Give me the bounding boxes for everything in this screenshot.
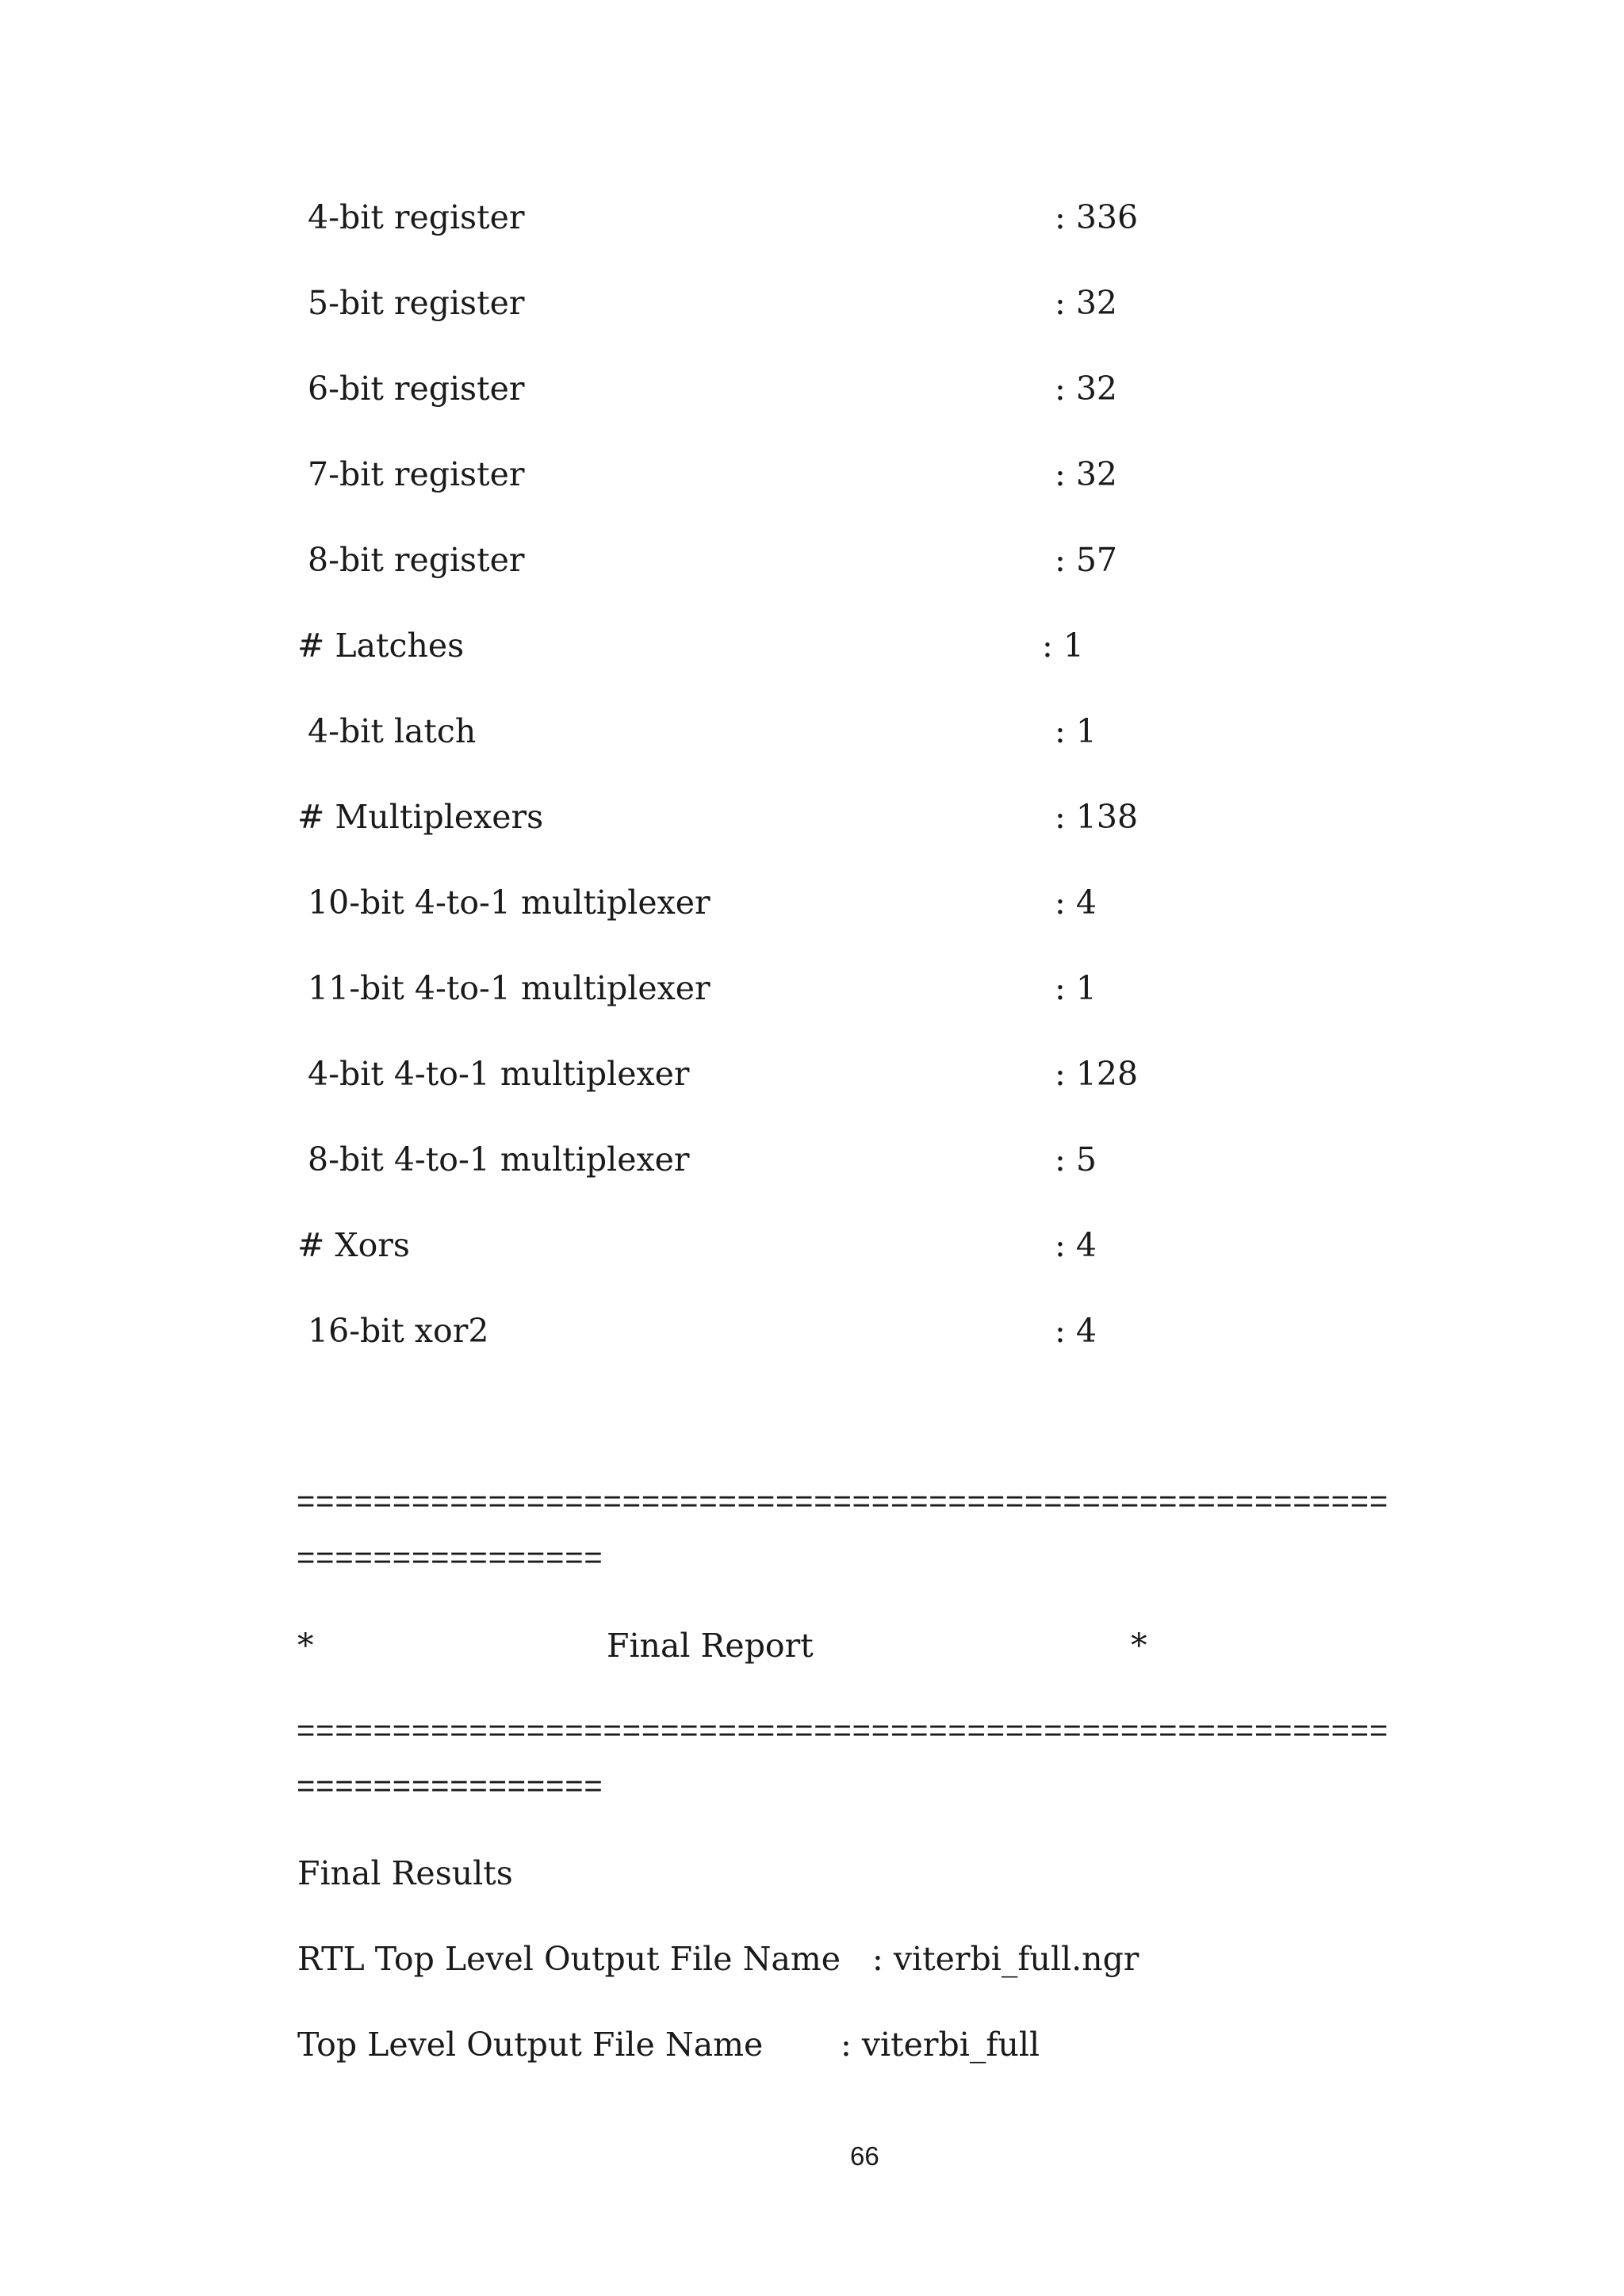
stat-label: 8-bit 4-to-1 multiplexer	[297, 1140, 690, 1179]
stat-value: : 336	[1055, 198, 1139, 236]
stat-value: : 32	[1055, 284, 1118, 322]
page-number: 66	[850, 2141, 879, 2171]
report-star-right: *	[1131, 1627, 1147, 1665]
stat-label: 16-bit xor2	[297, 1312, 489, 1350]
separator-line: ================	[297, 1540, 603, 1575]
stat-category-label: # Multiplexers	[297, 798, 544, 836]
stat-value: : 4	[1055, 884, 1097, 922]
stat-label: 11-bit 4-to-1 multiplexer	[297, 969, 710, 1007]
rtl-output-label: RTL Top Level Output File Name	[297, 1940, 841, 1978]
stat-value: : 138	[1055, 798, 1139, 836]
stat-value: : 4	[1055, 1312, 1097, 1350]
stat-label: 4-bit register	[297, 198, 525, 236]
rtl-output-value: : viterbi_full.ngr	[872, 1940, 1139, 1978]
stat-value: : 32	[1055, 455, 1118, 493]
report-title: Final Report	[607, 1627, 814, 1665]
stat-label: 5-bit register	[297, 284, 525, 322]
stat-value: : 4	[1055, 1226, 1097, 1264]
separator-line: ================	[297, 1769, 603, 1803]
top-output-label: Top Level Output File Name	[297, 2026, 764, 2064]
stat-label: 6-bit register	[297, 370, 525, 408]
stat-category-label: # Xors	[297, 1226, 410, 1264]
stat-value: : 128	[1055, 1055, 1139, 1093]
stat-value: : 32	[1055, 370, 1118, 408]
stat-category-label: # Latches	[297, 627, 465, 665]
report-star-left: *	[297, 1627, 314, 1665]
stat-value: : 5	[1055, 1140, 1097, 1179]
separator-line: =========================================================	[297, 1484, 1389, 1519]
stat-label: 4-bit 4-to-1 multiplexer	[297, 1055, 690, 1093]
final-results-heading: Final Results	[297, 1854, 513, 1892]
stat-value: : 1	[1055, 712, 1097, 750]
top-output-value: : viterbi_full	[841, 2026, 1040, 2064]
separator-line: =========================================================	[297, 1713, 1389, 1748]
stat-label: 4-bit latch	[297, 712, 477, 750]
stat-value: : 1	[1055, 969, 1097, 1007]
stat-value: : 1	[1042, 627, 1084, 665]
stat-label: 8-bit register	[297, 541, 525, 579]
stat-value: : 57	[1055, 541, 1118, 579]
stat-label: 7-bit register	[297, 455, 525, 493]
stat-label: 10-bit 4-to-1 multiplexer	[297, 884, 710, 922]
